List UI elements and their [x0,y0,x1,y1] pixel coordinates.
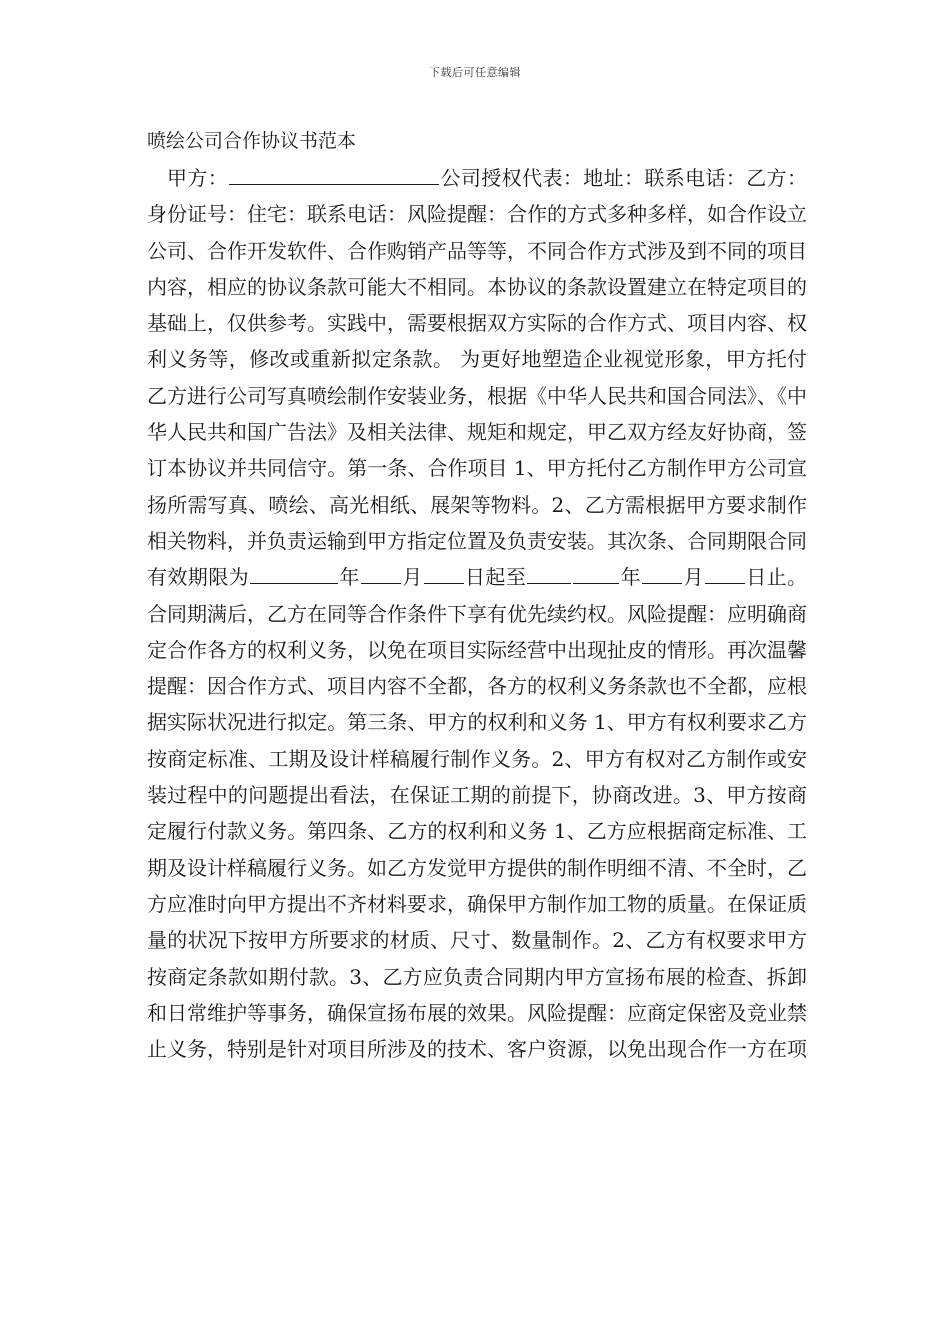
document-title: 喷绘公司合作协议书范本 [147,130,357,152]
document-body [147,160,807,1067]
body-segment-1: 公司授权代表：地址：联系电话：乙方：身份证号：住宅：联系电话：风险提醒：合作的方式多种多样，如合作设立公司、合作开发软件、合作购销产品等等，不同合作方式涉及到不同的项目内容，相应的协议条款可能大不相同。本协议的条款设置建立在特定项目的基础上，仅供参考。实践中，需要根据双方实际的合作方式、项目内容、权利义务等，修改或重新拟定条款。 为更好地塑造企业视觉形象，甲方托付乙方进行公司写真喷绘制作安装业务，根据《中华人民共和国合同法》、《中华人民共和国广告法》及相关法律、规矩和规定，甲乙双方经友好协商，签订本协议并共同信守。第一条、合作项目 1、甲方托付乙方制作甲方公司宣扬所需写真、喷绘、高光相纸、展架等物料。2、乙方需根据甲方要求制作相关物料，并负责运输到甲方指定位置及负责安装。其次条、合同期限合同有效期限为 [147,166,808,590]
day-label-1: 日起至 [464,565,527,590]
end-year-blank-b [573,561,619,584]
month-label-2: 月 [683,565,704,590]
end-day-blank [705,561,745,584]
page-header-note: 下载后可任意编辑 [429,66,521,79]
year-label-2: 年 [620,565,642,590]
year-label-1: 年 [339,565,360,590]
start-year-blank [250,561,338,584]
party-a-label: 甲方： [167,166,229,190]
start-month-blank [361,561,401,584]
start-day-blank [424,561,464,584]
party-a-blank [229,162,439,185]
body-segment-2: 日止。合同期满后，乙方在同等合作条件下享有优先续约权。风险提醒：应明确商定合作各方的权利义务，以免在项目实际经营中出现扯皮的情形。再次温馨提醒：因合作方式、项目内容不全都，各方的权利义务条款也不全都，应根据实际状况进行拟定。第三条、甲方的权利和义务 1、甲方有权利要求乙方按商定标准、工期及设计样稿履行制作义务。2、甲方有权对乙方制作或安装过程中的问题提出看法，在保证工期的前提下，协商改进。3、甲方按商定履行付款义务。第四条、乙方的权利和义务 1、乙方应根据商定标准、工期及设计样稿履行义务。如乙方发觉甲方提供的制作明细不清、不全时，乙方应准时向甲方提出不齐材料要求，确保甲方制作加工物的质量。在保证质量的状况下按甲方所要求的材质、尺寸、数量制作。2、乙方有权要求甲方按商定条款如期付款。3、乙方应负责合同期内甲方宣扬布展的检查、拆卸和日常维护等事务，确保宣扬布展的效果。风险提醒：应商定保密及竞业禁止义务，特别是针对项目所涉及的技术、客户资源，以免出现合作一方在项 [147,565,808,1062]
end-month-blank [642,561,682,584]
month-label-1: 月 [401,565,423,590]
end-year-blank-a [527,561,571,584]
